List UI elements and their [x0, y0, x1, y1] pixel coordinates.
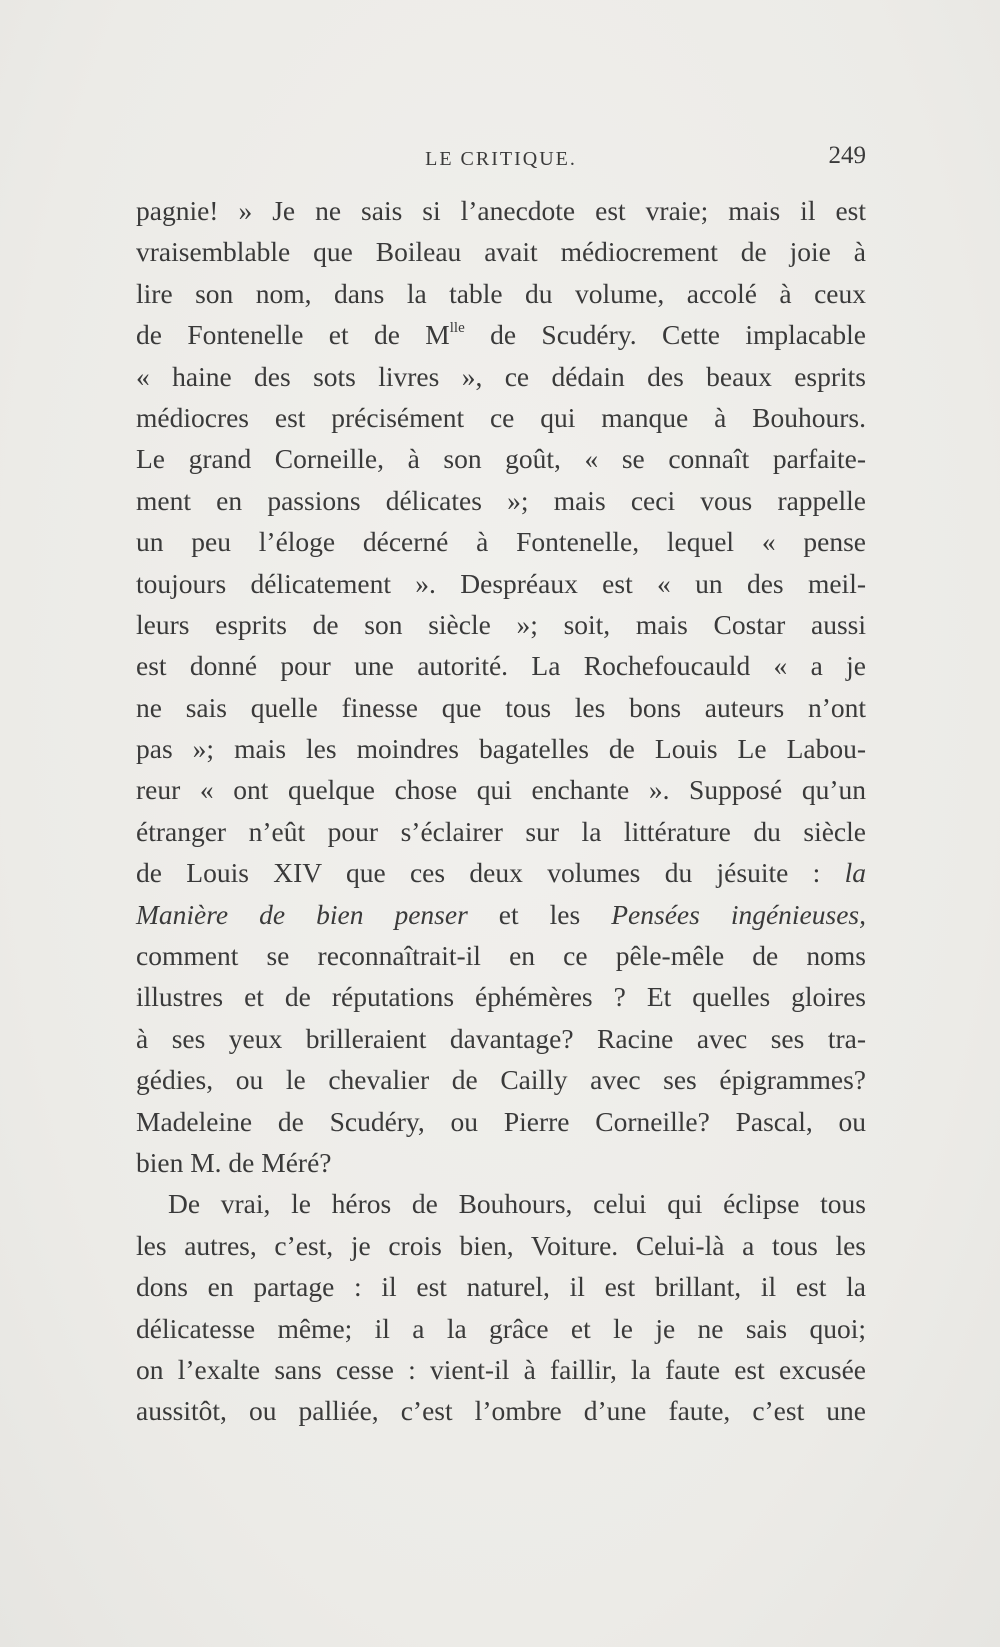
text-line: vraisemblable que Boileau avait médiocrement de joie à: [136, 236, 866, 268]
page-header: [136, 142, 866, 178]
text-fragment: de Louis XIV que ces deux volumes du jésuite :: [136, 857, 845, 889]
text-line: un peu l’éloge décerné à Fontenelle, lequel « pense: [136, 526, 866, 558]
text-line: pagnie! » Je ne sais si l’anecdote est vraie; mais il est: [136, 195, 866, 226]
text-line: délicatesse même; il a la grâce et le je ne sais quoi;: [136, 1312, 866, 1344]
text-line: [136, 852, 866, 893]
text-line: est donné pour une autorité. La Rochefoucauld « a je: [136, 650, 866, 682]
text-line: comment se reconnaîtrait-il en ce pêle-mêle de noms: [136, 940, 866, 972]
text-line: « haine des sots livres », ce dédain des beaux esprits: [136, 360, 866, 392]
text-line: ne sais quelle finesse que tous les bons auteurs n’ont: [136, 691, 866, 723]
text-line: bien M. de Méré?: [136, 1146, 332, 1178]
italic-title: Manière de bien penser: [136, 898, 468, 930]
text-line: De vrai, le héros de Bouhours, celui qui éclipse tous: [168, 1188, 866, 1220]
text-fragment: de Scudéry. Cette implacable: [464, 319, 866, 351]
page-number: 249: [828, 142, 866, 169]
text-line: reur « ont quelque chose qui enchante ». Supposé qu’un: [136, 774, 866, 806]
text-line: Madeleine de Scudéry, ou Pierre Corneille? Pascal, ou: [136, 1105, 866, 1137]
italic-title-fragment: la: [844, 857, 866, 889]
text-line: étranger n’eût pour s’éclairer sur la littérature du siècle: [136, 815, 866, 847]
text-line: leurs esprits de son siècle »; soit, mais Costar aussi: [136, 608, 866, 640]
text-line: toujours délicatement ». Despréaux est « un des meil-: [136, 567, 866, 599]
body-text: [136, 190, 866, 1432]
text-line: Le grand Corneille, à son goût, « se connaît parfaite-: [136, 443, 866, 475]
text-line: médiocres est précisément ce qui manque à Bouhours.: [136, 401, 866, 433]
text-line: aussitôt, ou palliée, c’est l’ombre d’une faute, c’est une: [136, 1395, 866, 1427]
text-line: [136, 894, 866, 935]
text-line: à ses yeux brilleraient davantage? Racine avec ses tra-: [136, 1022, 866, 1054]
text-line: ment en passions délicates »; mais ceci vous rappelle: [136, 484, 866, 516]
text-line: les autres, c’est, je crois bien, Voiture. Celui-là a tous les: [136, 1229, 866, 1261]
italic-title: Pensées ingénieuses,: [611, 898, 866, 930]
text-line: illustres et de réputations éphémères ? Et quelles gloires: [136, 981, 866, 1013]
superscript: lle: [449, 320, 465, 337]
text-line: dons en partage : il est naturel, il est brillant, il est la: [136, 1271, 866, 1303]
running-head: LE CRITIQUE.: [425, 148, 577, 170]
text-line: on l’exalte sans cesse : vient-il à faillir, la faute est excusée: [136, 1353, 866, 1385]
text-fragment: et les: [467, 898, 612, 930]
text-line: lire son nom, dans la table du volume, accolé à ceux: [136, 277, 866, 309]
text-line: [136, 314, 866, 355]
text-line: gédies, ou le chevalier de Cailly avec ses épigrammes?: [136, 1064, 866, 1096]
text-fragment: de Fontenelle et de M: [136, 319, 450, 351]
text-line: pas »; mais les moindres bagatelles de Louis Le Labou-: [136, 733, 866, 765]
